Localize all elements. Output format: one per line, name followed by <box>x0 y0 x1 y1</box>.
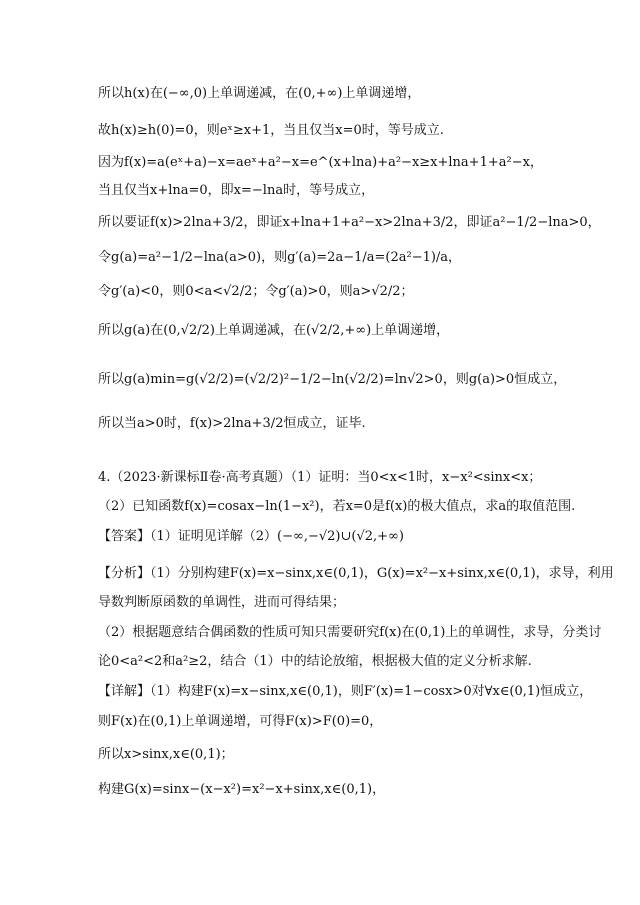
text-line: 所以要证f(x)>2lna+3/2，即证x+lna+1+a²−x>2lna+3/2，即证a²−1/2−lna>0， <box>98 215 601 230</box>
text-line: （2）根据题意结合偶函数的性质可知只需要研究f(x)在(0,1)上的单调性，求导，分类讨 <box>98 625 602 640</box>
text-line: 当且仅当x+lna=0，即x=−lna时，等号成立， <box>98 183 375 198</box>
detail-line: 【详解】（1）构建F(x)=x−sinx,x∈(0,1)，则F′(x)=1−cosx>0对∀x∈(0,1)恒成立， <box>98 684 593 699</box>
text-line: 导数判断原函数的单调性，进而可得结果； <box>98 595 346 610</box>
answer-line: 【答案】（1）证明见详解（2）(−∞,−√2)∪(√2,+∞) <box>98 529 404 544</box>
text-line: 故h(x)≥h(0)=0，则eˣ≥x+1，当且仅当x=0时，等号成立. <box>98 123 444 138</box>
analysis-line: 【分析】（1）分别构建F(x)=x−sinx,x∈(0,1)，G(x)=x²−x+sinx,x∈(0,1)，求导，利用 <box>98 566 614 581</box>
text-line: 所以g(a)min=g(√2/2)=(√2/2)²−1/2−ln(√2/2)=ln√2>0，则g(a)>0恒成立， <box>98 372 567 387</box>
text-line: （2）已知函数f(x)=cosax−ln(1−x²)，若x=0是f(x)的极大值点，求a的取值范围. <box>98 499 576 514</box>
text-line: 所以h(x)在(−∞,0)上单调递减，在(0,+∞)上单调递增， <box>98 86 421 101</box>
problem-4-heading: 4.（2023·新课标Ⅱ卷·高考真题）（1）证明：当0<x<1时，x−x²<sinx<x； <box>98 470 542 485</box>
text-line: 令g′(a)<0，则0<a<√2/2；令g′(a)>0，则a>√2/2； <box>98 284 414 299</box>
text-line: 论0<a²<2和a²≥2，结合（1）中的结论放缩，根据极大值的定义分析求解. <box>98 654 532 669</box>
text-line: 令g(a)=a²−1/2−lna(a>0)，则g′(a)=2a−1/a=(2a²−1)/a， <box>98 250 462 265</box>
text-line: 则F(x)在(0,1)上单调递增，可得F(x)>F(0)=0， <box>98 714 383 729</box>
text-line: 因为f(x)=a(eˣ+a)−x=aeˣ+a²−x=e^(x+lna)+a²−x≥x+lna+1+a²−x， <box>98 155 543 170</box>
text-line: 构建G(x)=sinx−(x−x²)=x²−x+sinx,x∈(0,1)， <box>98 782 386 797</box>
text-line: 所以g(a)在(0,√2/2)上单调递减，在(√2/2,+∞)上单调递增， <box>98 323 450 338</box>
text-line: 所以x>sinx,x∈(0,1)； <box>98 747 234 762</box>
text-line: 所以当a>0时，f(x)>2lna+3/2恒成立，证毕. <box>98 416 366 431</box>
